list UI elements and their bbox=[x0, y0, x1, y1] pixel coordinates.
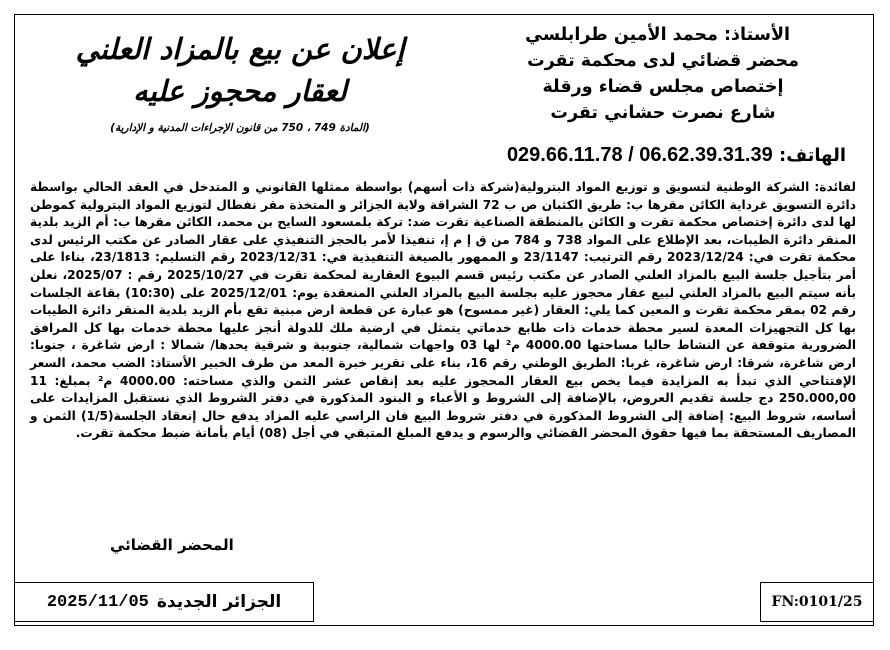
bailiff-address: شارع نصرت حشاني تقرت bbox=[550, 103, 776, 123]
newspaper-box bbox=[14, 582, 314, 622]
signature: المحضر القضائي bbox=[110, 536, 234, 554]
phone-numbers: 029.66.11.78 / 06.62.39.31.39 bbox=[506, 144, 773, 166]
publication-date: 2025/11/05 bbox=[46, 592, 149, 612]
notice-body: لفائدة: الشركة الوطنية لتسويق و توزيع المواد البترولية(شركة ذات أسهم) بواسطة ممثلها القانوني و المتدخل في العقد الحالي بواسطة دائرة التسويق غرداية الكائن مقرها ب: طريق الكثبان ص ب 72 الشراقة ولاية الجزائر و المتخذة مقر نفطال لتوزيع المواد البترولية كموطن لها لدى دائرة إختصاص محكمة تقرت و الكائن بالمنطقة الصناعية تقرت ضد: تركة بلمسعود السايح بن محمد، الكائن مقرها ب: أم الزيد بلدية المنقر دائرة الطيبات، بعد الإطلاع على المواد 738 و 784 من ق إ م إ، تنفيذا لأمر بالحجز التنفيذي على عقار الصادر عن مكتب الرئيس لدى محكمة تقرت في: 2023/12/24 رقم الترتيب: 23/1147 و الممهور بالصيغة التنفيذية في: 2023/12/31 رقم التسليم: 23/1813، بناءا على أمر بتأجيل جلسة البيع بالمزاد العلني الصادر عن مكتب رئيس قسم البيوع العقارية لمحكمة تقرت في 2025/10/27 رقم : 2025/07، نعلن بأنه سيتم البيع بالمزاد العلني لبيع عقار محجوز عليه بجلسة البيع بالمزاد العلني المنعقدة يوم: 2025/12/01 على (10:30) بقاعة الجلسات رقم 02 بمقر محكمة تقرت و المعين كما يلي: العقار (غير ممسوح) هو عبارة عن قطعة ارض مبنية تقع بأم الزيد بلدية المنقر دائرة الطيبات بها كل التجهيزات المعدة لسير محطة خدمات ذات طابع خدماتي يتمثل في ارضية ملك للدولة أنجز عليها محطة خدمات بها كل المرافق الضرورية متوقفة عن النشاط حاليا مساحتها 4000.00 م² لها 03 واجهات شمالية، جنوبية و شرقية يحدها/ شمالا : ارض شاغرة ، جنوبا: ارض شاغرة، شرقا: ارض شاغرة، غربا: الطريق الوطني رقم 16، بناء على تقرير خبرة المعد من طرف الخبير الأستاذ: الضب محمد، السعر الإفتتاحي الذي تبدأ به المزايدة فيما يخص بيع العقار المحجوز عليه بعد إنقاص عشر الثمن والذي مساحته: 4000.00 م² بمبلغ: 11 250.000,00 دج جلسة تقديم العروض، بالإضافة إلى الشروط و الأعباء و البنود المذكورة في دفتر الشروط الذي نستقبل المزايدات على أساسه، شروط البيع: إضافة إلى الشروط المذكورة في دفتر شروط البيع فان الراسي عليه المزاد يدفع حال إنعقاد الجلسة(1/5) الثمن و المصاريف المستحقة بما فيها حقوق المحضر القضائي والرسوم و يدفع المبلغ المتبقي في أجل (08) أيام بأمانة ضبط محكمة تقرت. bbox=[30, 180, 857, 441]
phone-label: الهاتف: bbox=[779, 145, 846, 166]
newspaper-name: الجزائر الجديدة bbox=[156, 592, 282, 612]
bailiff-jurisdiction: إختصاص مجلس قضاء ورقلة bbox=[542, 77, 784, 97]
bailiff-info bbox=[478, 22, 848, 126]
notice-subtitle: لعقار محجوز عليه bbox=[133, 74, 347, 108]
reference-number: FN:0101/25 bbox=[771, 594, 863, 610]
reference-box bbox=[760, 582, 874, 622]
phone-line bbox=[507, 144, 846, 167]
notice-title-block bbox=[40, 28, 440, 134]
notice-title: إعلان عن بيع بالمزاد العلني bbox=[75, 32, 405, 66]
bailiff-title: محضر قضائي لدى محكمة تقرت bbox=[527, 51, 799, 71]
bailiff-name: الأستاذ: محمد الأمين طرابلسي bbox=[525, 25, 790, 45]
legal-reference: (المادة 749 ، 750 من قانون الإجراءات المدنية و الإدارية) bbox=[110, 122, 370, 134]
